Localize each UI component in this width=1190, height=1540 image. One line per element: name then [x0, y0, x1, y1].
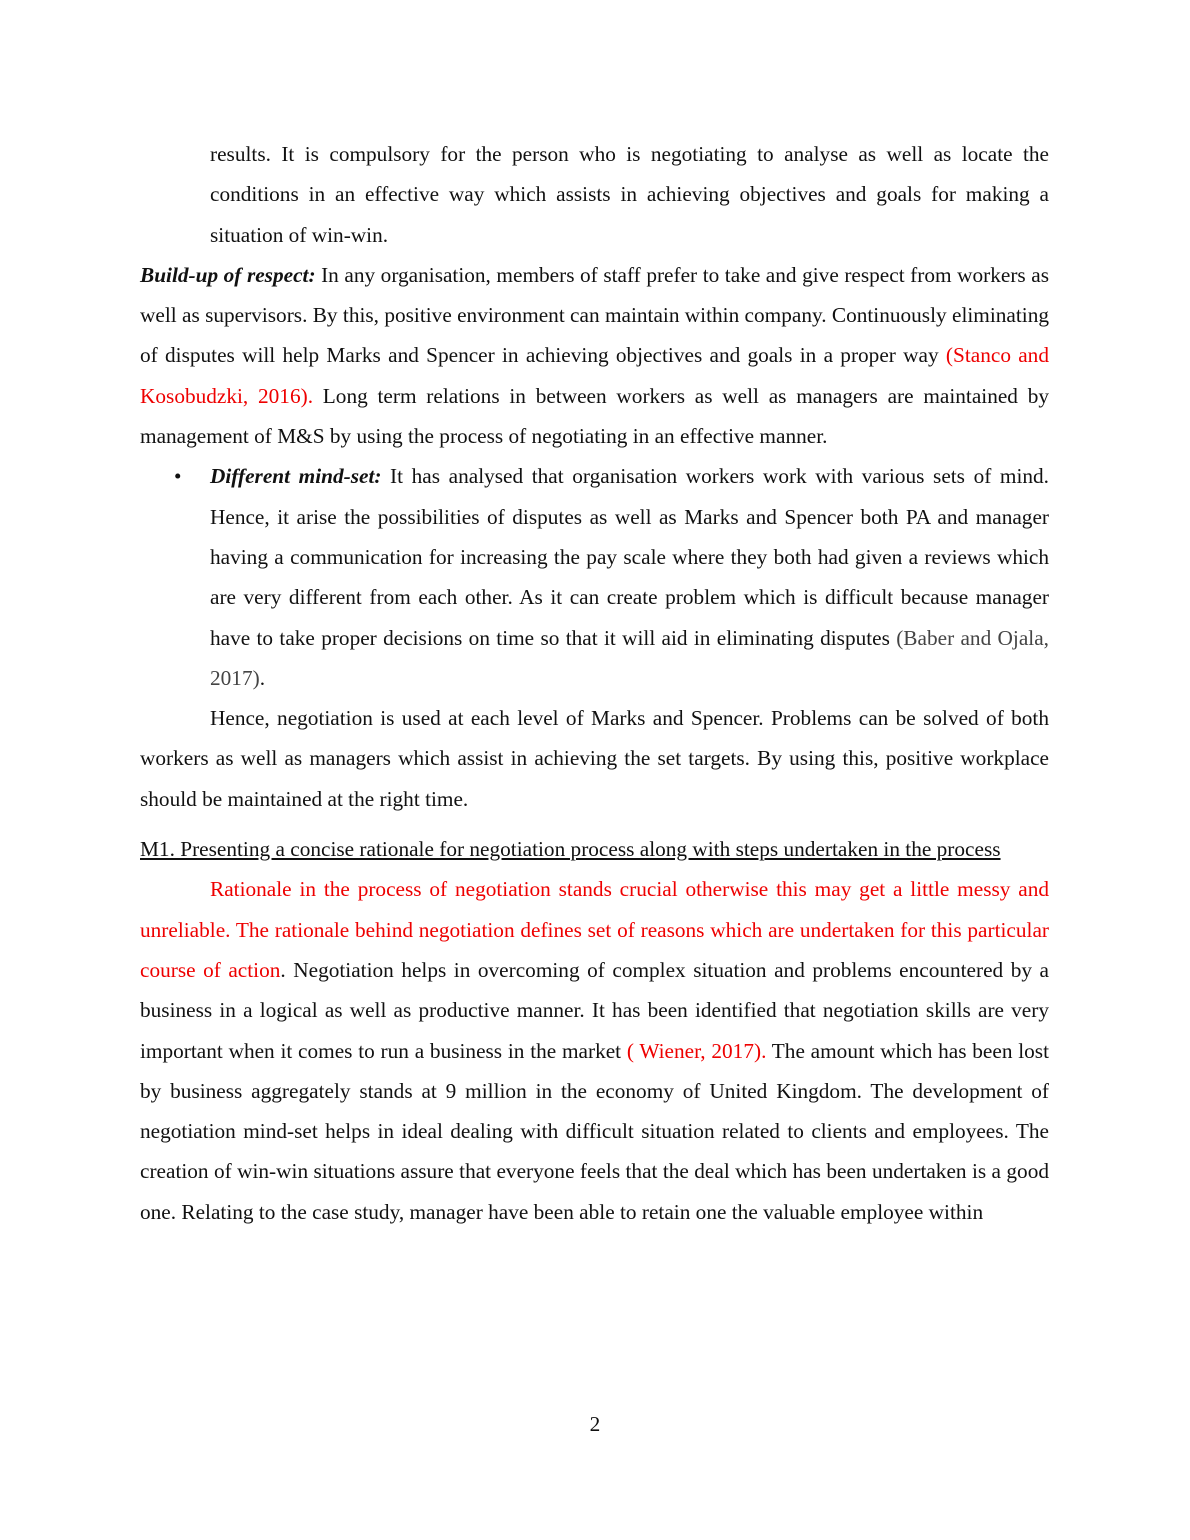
rationale-text-1: . Negotiation helps in overcoming of complex situation and problems encountered by a business in a logical as well as productive manner. It has been identified that negotiation skills are very important when it comes to run a business in the market — [140, 957, 1049, 1063]
section-heading-m1: M1. Presenting a concise rationale for negotiation process along with steps undertaken in the process — [140, 837, 1001, 862]
respect-text-2: Long term relations in between workers as well as managers are maintained by management of M&S by using the process of negotiating in an effective manner. — [140, 383, 1049, 449]
citation-stanco: (Stanco and Kosobudzki, 2016). — [140, 343, 1049, 408]
citation-wiener: ( Wiener, 2017). — [626, 1038, 767, 1063]
bullet-icon: • — [174, 464, 182, 489]
mindset-text: It has analysed that organisation workers work with various sets of mind. Hence, it arise the possibilities of disputes as well as Marks and Spencer both PA and manager having a communication for increasing the pay scale where they both had given a reviews which are very different from each other. As it can create problem which is difficult because manager have to take proper decisions on time so that it will aid in eliminating disputes — [210, 464, 1049, 650]
respect-text-1: In any organisation, members of staff prefer to take and give respect from workers as well as supervisors. By this, positive environment can maintain within company. Continuously eliminating of disputes will help Marks and Spencer in achieving objectives and goals in a proper way — [140, 262, 1049, 368]
page-body — [140, 134, 1049, 1232]
continued-paragraph: results. It is compulsory for the person who is negotiating to analyse as well as locate the conditions in an effective way which assists in achieving objectives and goals for making a situation of win-win. — [210, 142, 1049, 247]
bullet-item-mindset — [140, 456, 1049, 698]
rationale-red-text: Rationale in the process of negotiation stands crucial otherwise this may get a little messy and unreliable. The rationale behind negotiation defines set of reasons which are undertaken for this particular course of action — [140, 877, 1049, 982]
mindset-title: Different mind-set: — [210, 464, 382, 489]
respect-title: Build-up of respect: — [140, 262, 316, 287]
rationale-paragraph — [140, 869, 1049, 1232]
mindset-end: . — [259, 665, 266, 690]
respect-paragraph — [140, 255, 1049, 456]
citation-baber: (Baber and Ojala, 2017) — [210, 625, 1049, 690]
page-number: 2 — [589, 1412, 601, 1436]
rationale-text-2: The amount which has been lost by business aggregately stands at 9 million in the economy of United Kingdom. The development of negotiation mind-set helps in ideal dealing with difficult situation related to clients and employees. The creation of win-win situations assure that everyone feels that the deal which has been undertaken is a good one. Relating to the case study, manager have been able to retain one the valuable employee within — [140, 1038, 1049, 1224]
hence-paragraph: Hence, negotiation is used at each level of Marks and Spencer. Problems can be solved of both workers as well as managers which assist in achieving the set targets. By using this, positive workplace should be maintained at the right time. — [140, 706, 1049, 811]
